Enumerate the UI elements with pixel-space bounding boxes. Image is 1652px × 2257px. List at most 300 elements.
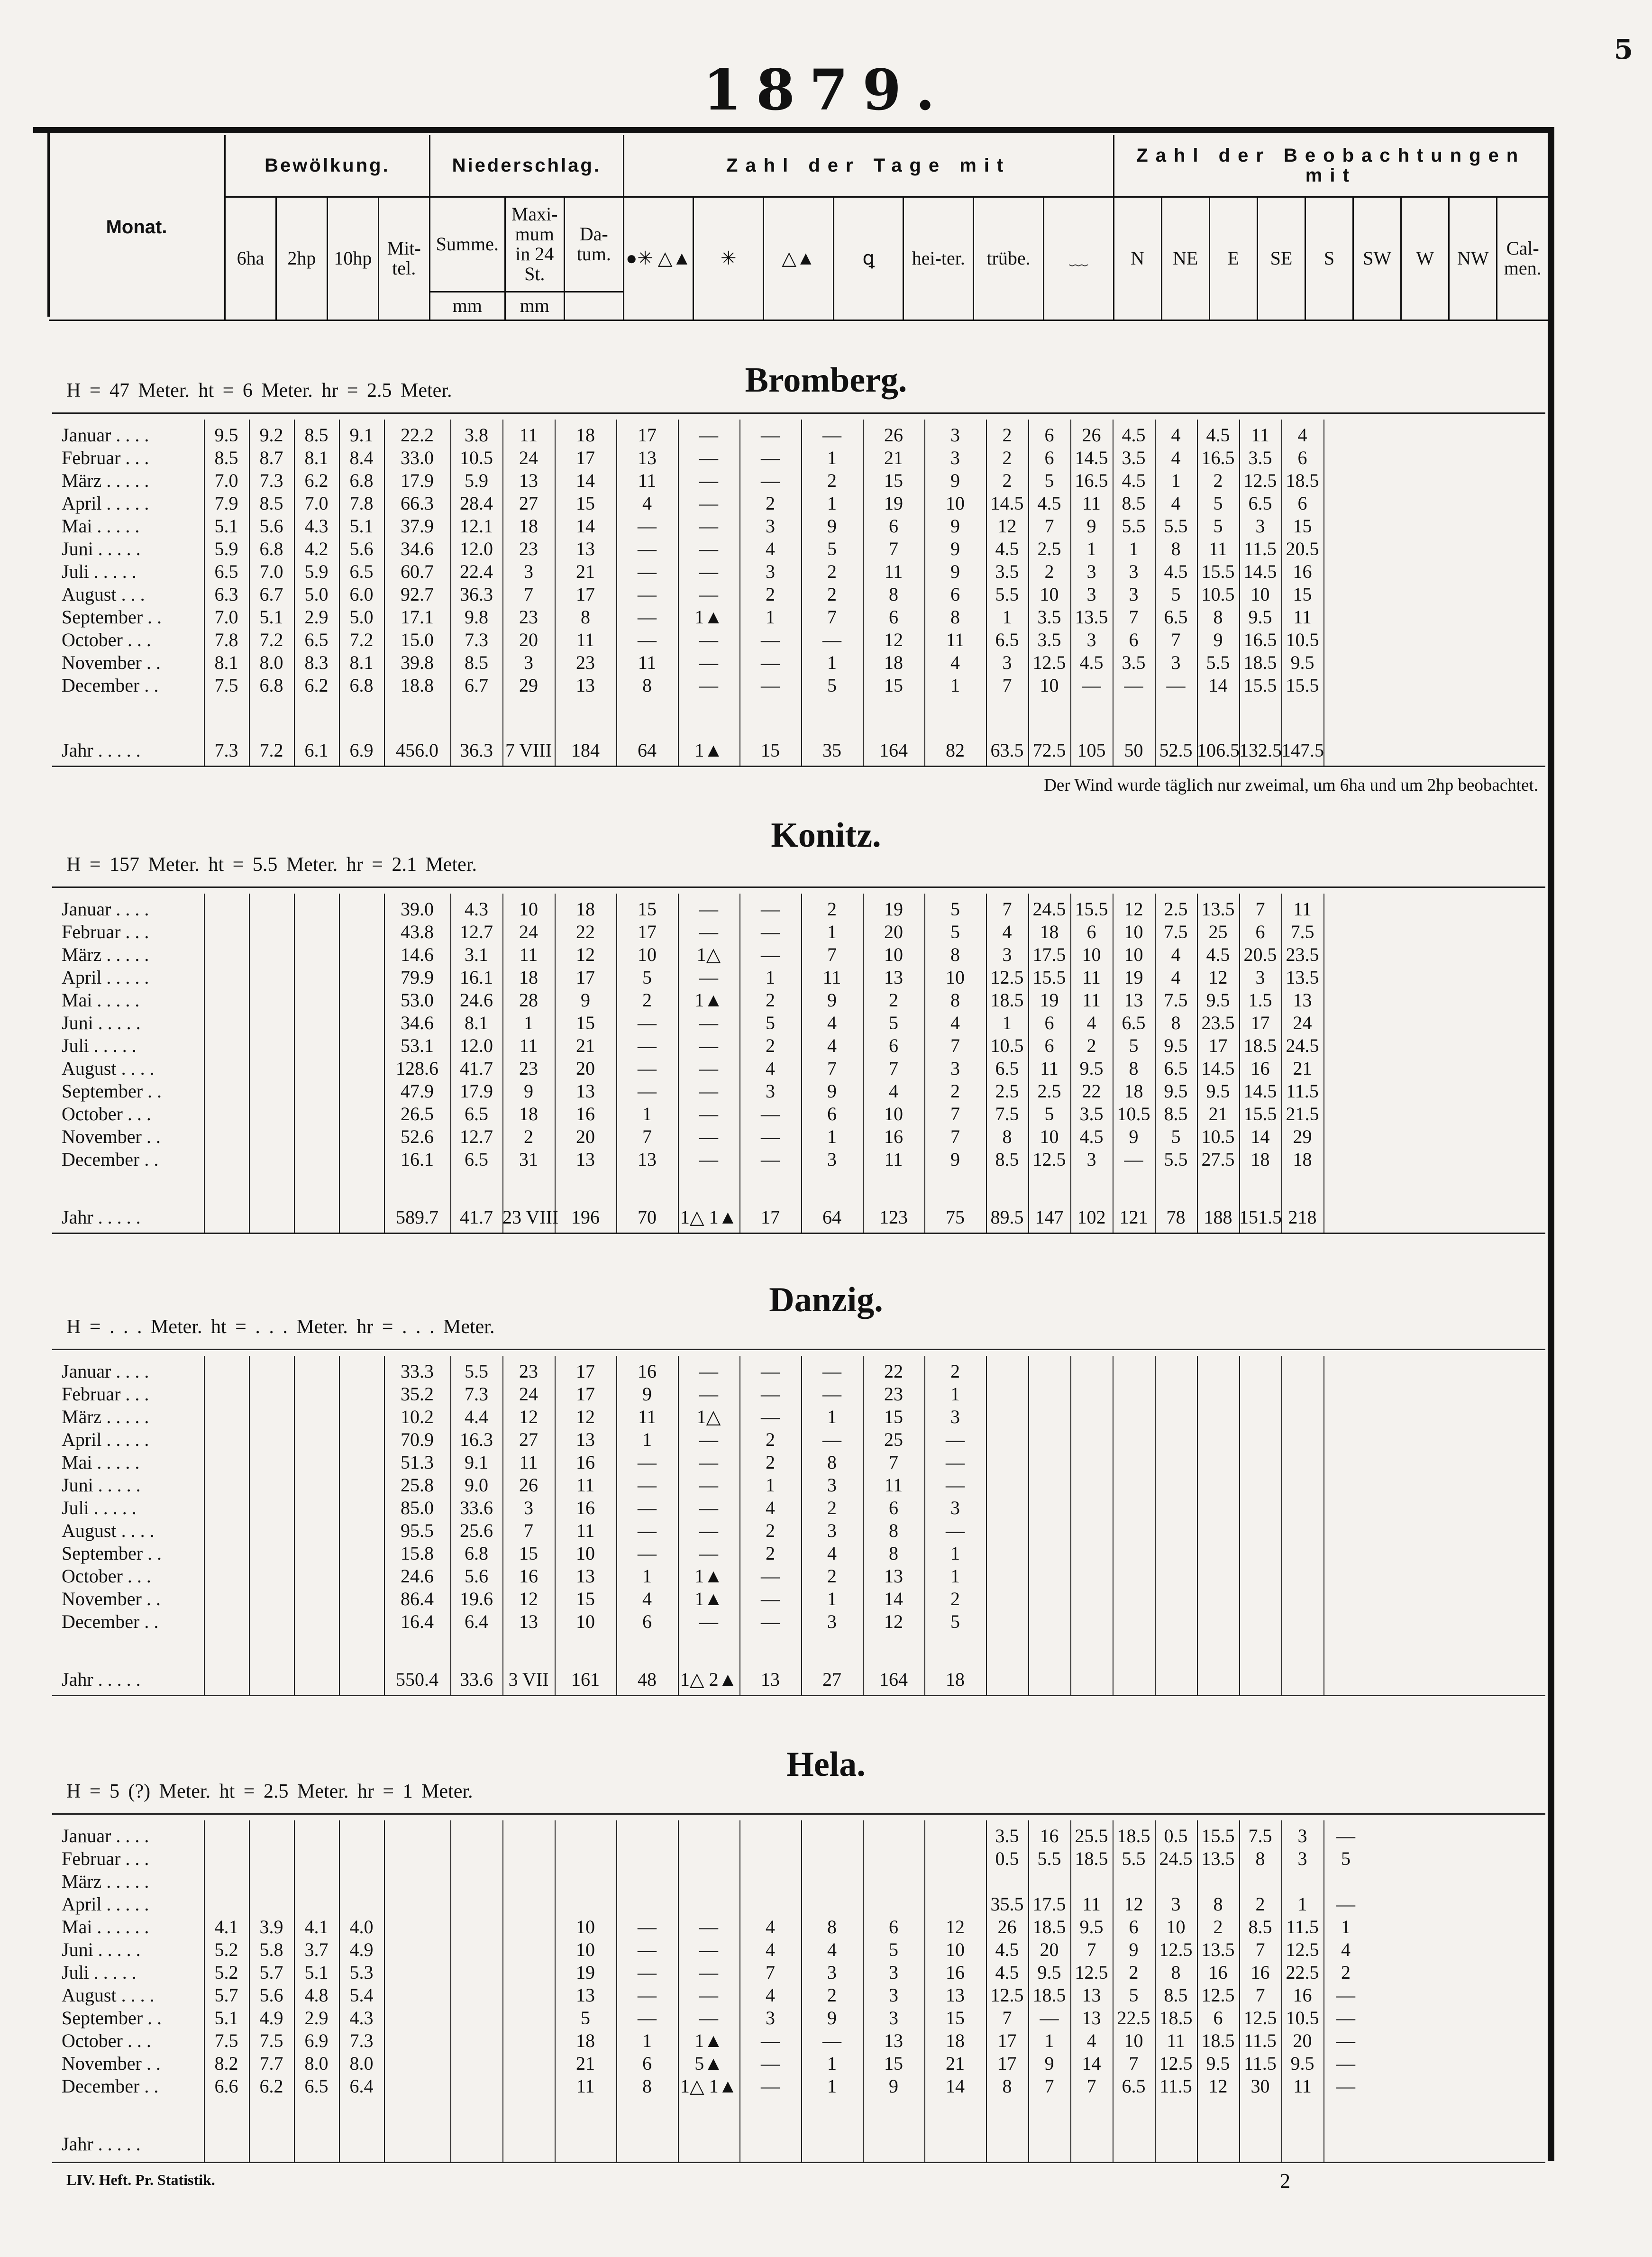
station-bottom-rule bbox=[52, 766, 1545, 767]
data-cell: — bbox=[699, 1916, 718, 1937]
station-title: Danzig. bbox=[769, 1280, 883, 1319]
data-cell: 22 bbox=[884, 1361, 903, 1382]
data-cell: 1 bbox=[950, 1383, 960, 1405]
data-cell: 4.1 bbox=[214, 1916, 238, 1937]
data-cell: — bbox=[699, 470, 718, 491]
data-cell: 24 bbox=[519, 447, 538, 468]
data-cell: 7.5 bbox=[1164, 921, 1188, 942]
data-cell: 22.5 bbox=[1117, 2007, 1150, 2029]
data-cell: 3 bbox=[1086, 629, 1096, 650]
data-cell: 5▲ bbox=[694, 2053, 723, 2074]
data-cell: 9.5 bbox=[214, 424, 238, 446]
data-cell: 3 bbox=[827, 1611, 837, 1632]
data-cell: 4.5 bbox=[1206, 944, 1230, 965]
data-cell: 13 bbox=[576, 1149, 595, 1170]
table-row bbox=[52, 1871, 1545, 1892]
month-label: Jahr . . . . . bbox=[62, 1206, 141, 1228]
data-cell: 8 bbox=[950, 944, 960, 965]
data-cell: 8.1 bbox=[214, 652, 238, 673]
data-cell: 5.4 bbox=[349, 1984, 374, 2006]
data-cell: — bbox=[699, 424, 718, 446]
data-cell: 6.5 bbox=[1248, 493, 1272, 514]
data-cell: 2 bbox=[1213, 1916, 1223, 1937]
data-cell: 89.5 bbox=[990, 1206, 1024, 1228]
data-cell: 9 bbox=[1086, 515, 1096, 537]
data-cell: 3 bbox=[950, 1406, 960, 1427]
data-cell: 1 bbox=[827, 921, 837, 942]
data-cell: 14.5 bbox=[1243, 1080, 1277, 1102]
table-row bbox=[52, 1406, 1545, 1428]
data-cell: 147 bbox=[1035, 1206, 1064, 1228]
data-cell: 5 bbox=[1129, 1035, 1139, 1056]
data-cell: 5.7 bbox=[259, 1962, 283, 1983]
data-cell: 13 bbox=[576, 675, 595, 696]
data-cell: — bbox=[638, 1080, 657, 1102]
column-header bbox=[49, 135, 1548, 321]
header-col-se: SE bbox=[1257, 197, 1305, 320]
data-cell: 7 bbox=[1044, 515, 1054, 537]
data-cell: 27 bbox=[519, 493, 538, 514]
data-cell: 23 bbox=[519, 538, 538, 559]
table-row bbox=[52, 1361, 1545, 1382]
data-cell: 7 bbox=[1255, 1939, 1265, 1960]
data-cell: — bbox=[761, 1361, 780, 1382]
data-cell: 29 bbox=[519, 675, 538, 696]
data-cell: 11.5 bbox=[1244, 538, 1277, 559]
data-cell: 7 bbox=[889, 538, 898, 559]
data-cell: 7 bbox=[1002, 675, 1012, 696]
data-cell: 14 bbox=[1250, 1126, 1270, 1147]
data-cell: 7 bbox=[827, 1058, 837, 1079]
data-cell: 1△ bbox=[696, 1406, 721, 1427]
data-cell: 12.5 bbox=[1159, 2053, 1193, 2074]
header-col-mittel: Mit-tel. bbox=[378, 197, 429, 320]
data-cell: 1 bbox=[642, 1429, 652, 1450]
data-cell: 12 bbox=[946, 1916, 965, 1937]
data-cell: 1 bbox=[1002, 606, 1012, 628]
data-cell: 15.5 bbox=[1201, 561, 1235, 582]
data-cell: — bbox=[761, 2075, 780, 2097]
data-cell: 8.5 bbox=[1122, 493, 1146, 514]
data-cell: 3 bbox=[1086, 561, 1096, 582]
data-cell: 1.5 bbox=[1248, 989, 1272, 1011]
data-cell: 9.5 bbox=[1290, 2053, 1314, 2074]
data-cell: 5 bbox=[889, 1939, 898, 1960]
data-cell: 3 bbox=[950, 1497, 960, 1518]
data-cell: 11 bbox=[576, 2075, 595, 2097]
data-cell: 16 bbox=[1293, 1984, 1312, 2006]
station-table bbox=[52, 1356, 1545, 1695]
data-cell: — bbox=[699, 515, 718, 537]
data-cell: 13 bbox=[1124, 989, 1143, 1011]
data-cell: — bbox=[1040, 2007, 1059, 2029]
data-cell: 4 bbox=[827, 1035, 837, 1056]
data-cell: 3 bbox=[1171, 652, 1181, 673]
table-row bbox=[52, 606, 1545, 628]
data-cell: 12 bbox=[884, 1611, 903, 1632]
data-cell: — bbox=[638, 538, 657, 559]
data-cell: 52.6 bbox=[401, 1126, 434, 1147]
data-cell: 132.5 bbox=[1239, 740, 1282, 761]
header-col-10hp: 10hp bbox=[327, 197, 378, 320]
data-cell: 12.5 bbox=[990, 1984, 1024, 2006]
data-cell: — bbox=[1336, 1893, 1355, 1915]
data-cell: 2 bbox=[1002, 470, 1012, 491]
month-label: Juli . . . . . bbox=[62, 561, 137, 582]
data-cell: 17 bbox=[1208, 1035, 1228, 1056]
data-cell: 8 bbox=[1129, 1058, 1139, 1079]
data-cell: 7 bbox=[889, 1452, 898, 1473]
data-cell: — bbox=[699, 561, 718, 582]
jahr-row bbox=[52, 1669, 1545, 1690]
data-cell: 10.5 bbox=[1201, 584, 1235, 605]
data-cell: 9.2 bbox=[259, 424, 283, 446]
data-cell: 22.4 bbox=[460, 561, 493, 582]
header-monat: Monat. bbox=[49, 135, 225, 320]
data-cell: 33.3 bbox=[401, 1361, 434, 1382]
data-cell: 4 bbox=[1171, 493, 1181, 514]
data-cell: 18.5 bbox=[1032, 1984, 1066, 2006]
data-cell: 10 bbox=[576, 1611, 595, 1632]
data-cell: 22 bbox=[1082, 1080, 1101, 1102]
data-cell: 7 bbox=[827, 606, 837, 628]
data-cell: 10.5 bbox=[990, 1035, 1024, 1056]
data-cell: 11 bbox=[1082, 1893, 1101, 1915]
data-cell: 3 bbox=[1086, 1149, 1096, 1170]
data-cell: 8.4 bbox=[349, 447, 374, 468]
table-row bbox=[52, 1497, 1545, 1519]
data-cell: 2 bbox=[950, 1588, 960, 1609]
data-cell: 20.5 bbox=[1243, 944, 1277, 965]
data-cell: 2.5 bbox=[995, 1080, 1019, 1102]
data-cell: 5.2 bbox=[214, 1962, 238, 1983]
data-cell: — bbox=[822, 1429, 841, 1450]
station-table bbox=[52, 894, 1545, 1233]
data-cell: 9 bbox=[581, 989, 590, 1011]
data-cell: — bbox=[638, 1984, 657, 2006]
data-cell: 6.6 bbox=[214, 2075, 238, 2097]
table-row bbox=[52, 2030, 1545, 2052]
data-cell: 1 bbox=[827, 1406, 837, 1427]
data-cell: 72.5 bbox=[1032, 740, 1066, 761]
header-col-hail-icon: △▲ bbox=[764, 197, 834, 320]
data-cell: 5 bbox=[950, 1611, 960, 1632]
data-cell: 7.3 bbox=[349, 2030, 374, 2051]
data-cell: 7 bbox=[1086, 2075, 1096, 2097]
data-cell: 7 bbox=[950, 1035, 960, 1056]
data-cell: 3 bbox=[766, 515, 775, 537]
data-cell: — bbox=[761, 470, 780, 491]
data-cell: 11.5 bbox=[1286, 1916, 1319, 1937]
data-cell: 8.5 bbox=[1164, 1103, 1188, 1124]
data-cell: 21 bbox=[1293, 1058, 1312, 1079]
station-bottom-rule bbox=[52, 1695, 1545, 1696]
month-label: August . . . . bbox=[62, 1520, 155, 1541]
data-cell: 6.5 bbox=[995, 629, 1019, 650]
data-cell: 7.3 bbox=[465, 629, 488, 650]
table-row bbox=[52, 1565, 1545, 1587]
data-cell: 5.3 bbox=[349, 1962, 374, 1983]
data-cell: 7.5 bbox=[1290, 921, 1314, 942]
data-cell: 16.5 bbox=[1075, 470, 1108, 491]
data-cell: 4 bbox=[827, 1939, 837, 1960]
data-cell: 17 bbox=[576, 1361, 595, 1382]
data-cell: 4 bbox=[766, 1058, 775, 1079]
data-cell: 21 bbox=[884, 447, 903, 468]
data-cell: 8.5 bbox=[1164, 1984, 1188, 2006]
data-cell: 5.0 bbox=[304, 584, 329, 605]
data-cell: — bbox=[699, 1149, 718, 1170]
data-cell: 5.9 bbox=[304, 561, 329, 582]
data-cell: 10 bbox=[946, 967, 965, 988]
data-cell: 6 bbox=[1044, 447, 1054, 468]
data-cell: 8.5 bbox=[259, 493, 283, 514]
station-table bbox=[52, 420, 1545, 766]
data-cell: 4.5 bbox=[1206, 424, 1230, 446]
table-row bbox=[52, 1962, 1545, 1983]
data-cell: 12.7 bbox=[460, 1126, 493, 1147]
right-rule bbox=[1548, 127, 1554, 2161]
data-cell: 3 bbox=[1086, 584, 1096, 605]
table-row bbox=[52, 1848, 1545, 1870]
data-cell: 52.5 bbox=[1159, 740, 1193, 761]
data-cell: 14.5 bbox=[1243, 561, 1277, 582]
data-cell: 2 bbox=[1002, 424, 1012, 446]
data-cell: 15.5 bbox=[1075, 898, 1108, 920]
data-cell: 6 bbox=[1297, 493, 1307, 514]
header-niederschlag: Niederschlag. bbox=[429, 135, 623, 197]
data-cell: 13 bbox=[884, 2030, 903, 2051]
table-row bbox=[52, 675, 1545, 696]
data-cell: 5.9 bbox=[214, 538, 238, 559]
data-cell: 39.0 bbox=[401, 898, 434, 920]
data-cell: 21 bbox=[1208, 1103, 1228, 1124]
month-label: Juli . . . . . bbox=[62, 1497, 137, 1518]
data-cell: 13.5 bbox=[1286, 967, 1319, 988]
data-cell: — bbox=[699, 967, 718, 988]
data-cell: 17 bbox=[1250, 1012, 1270, 1033]
data-cell: 18.5 bbox=[1286, 470, 1319, 491]
data-cell: 11 bbox=[1082, 967, 1101, 988]
top-rule bbox=[33, 127, 1550, 133]
data-cell: 4 bbox=[1086, 2030, 1096, 2051]
data-cell: — bbox=[699, 1035, 718, 1056]
month-label: October . . . bbox=[62, 629, 151, 650]
data-cell: 1 bbox=[827, 1588, 837, 1609]
table-row bbox=[52, 1058, 1545, 1079]
data-cell: 8.1 bbox=[349, 652, 374, 673]
data-cell: 15.5 bbox=[1286, 675, 1319, 696]
data-cell: 3 bbox=[524, 561, 533, 582]
data-cell: 48 bbox=[638, 1669, 657, 1690]
data-cell: 164 bbox=[879, 740, 908, 761]
data-cell: 123 bbox=[879, 1206, 908, 1228]
data-cell: 8 bbox=[642, 2075, 652, 2097]
data-cell: 18 bbox=[1040, 921, 1059, 942]
data-cell: 17 bbox=[576, 1383, 595, 1405]
data-cell: 15 bbox=[1293, 515, 1312, 537]
data-cell: 12 bbox=[576, 944, 595, 965]
data-cell: 6.5 bbox=[465, 1103, 488, 1124]
data-cell: 8 bbox=[889, 1543, 898, 1564]
data-cell: 12 bbox=[519, 1406, 538, 1427]
data-cell: 15 bbox=[576, 493, 595, 514]
data-cell: 17 bbox=[638, 424, 657, 446]
data-cell: 70 bbox=[638, 1206, 657, 1228]
data-cell: 11 bbox=[576, 1474, 595, 1496]
data-cell: 5.1 bbox=[349, 515, 374, 537]
data-cell: 24.6 bbox=[460, 989, 493, 1011]
month-label: Januar . . . . bbox=[62, 1361, 149, 1382]
data-cell: 3 bbox=[1002, 944, 1012, 965]
data-cell: 12.5 bbox=[1159, 1939, 1193, 1960]
data-cell: — bbox=[638, 629, 657, 650]
data-cell: 196 bbox=[571, 1206, 600, 1228]
data-cell: 5.1 bbox=[304, 1962, 329, 1983]
table-row bbox=[52, 1893, 1545, 1915]
data-cell: 60.7 bbox=[401, 561, 434, 582]
month-label: Januar . . . . bbox=[62, 424, 149, 446]
data-cell: 4 bbox=[889, 1080, 898, 1102]
data-cell: 13 bbox=[576, 1984, 595, 2006]
data-cell: 18.8 bbox=[401, 675, 434, 696]
header-col-2hp: 2hp bbox=[276, 197, 327, 320]
data-cell: — bbox=[1336, 2007, 1355, 2029]
data-cell: 18 bbox=[1124, 1080, 1143, 1102]
data-cell: 6.5 bbox=[465, 1149, 488, 1170]
data-cell: 15.5 bbox=[1201, 1825, 1235, 1846]
data-cell: 4.5 bbox=[1037, 493, 1061, 514]
data-cell: 7 bbox=[950, 1103, 960, 1124]
data-cell: 13 bbox=[576, 538, 595, 559]
data-cell: 35 bbox=[822, 740, 841, 761]
data-cell: 8 bbox=[1213, 1893, 1223, 1915]
month-label: August . . . . bbox=[62, 1058, 155, 1079]
data-cell: 7.2 bbox=[349, 629, 374, 650]
data-cell: 2 bbox=[827, 1984, 837, 2006]
data-cell: — bbox=[699, 1012, 718, 1033]
month-label: Februar . . . bbox=[62, 1848, 149, 1869]
month-label: November . . bbox=[62, 1126, 161, 1147]
data-cell: 10 bbox=[1250, 584, 1270, 605]
data-cell: 22.2 bbox=[401, 424, 434, 446]
data-cell: 218 bbox=[1288, 1206, 1317, 1228]
data-cell: 8 bbox=[581, 606, 590, 628]
data-cell: 2 bbox=[524, 1126, 533, 1147]
data-cell: 26 bbox=[1082, 424, 1101, 446]
data-cell: — bbox=[822, 2030, 841, 2051]
month-label: August . . . . bbox=[62, 1984, 155, 2006]
month-label: December . . bbox=[62, 1611, 159, 1632]
data-cell: 3.5 bbox=[1122, 652, 1146, 673]
data-cell: 9 bbox=[950, 515, 960, 537]
data-cell: 27 bbox=[519, 1429, 538, 1450]
data-cell: — bbox=[761, 1406, 780, 1427]
data-cell: 13 bbox=[519, 470, 538, 491]
data-cell: 12.5 bbox=[1032, 1149, 1066, 1170]
header-col-sw: SW bbox=[1353, 197, 1401, 320]
data-cell: 10 bbox=[576, 1916, 595, 1937]
data-cell: 7.0 bbox=[259, 561, 283, 582]
data-cell: 3.1 bbox=[465, 944, 488, 965]
data-cell: 7.3 bbox=[465, 1383, 488, 1405]
data-cell: 12.5 bbox=[1286, 1939, 1319, 1960]
data-cell: 16 bbox=[884, 1126, 903, 1147]
data-cell: 11 bbox=[884, 1474, 903, 1496]
header-col-s: S bbox=[1305, 197, 1353, 320]
data-cell: 16.1 bbox=[401, 1149, 434, 1170]
data-cell: 34.6 bbox=[401, 538, 434, 559]
data-cell: 10 bbox=[1166, 1916, 1186, 1937]
data-cell: — bbox=[1336, 2030, 1355, 2051]
data-cell: 1▲ bbox=[694, 1588, 723, 1609]
data-cell: — bbox=[699, 921, 718, 942]
data-cell: — bbox=[761, 2030, 780, 2051]
table-row bbox=[52, 967, 1545, 988]
month-label: April . . . . . bbox=[62, 1429, 149, 1450]
data-cell: 92.7 bbox=[401, 584, 434, 605]
data-cell: 11 bbox=[1167, 2030, 1185, 2051]
station-height-info: H = . . . Meter. ht = . . . Meter. hr = . . . Meter. bbox=[66, 1316, 495, 1338]
data-cell: 18 bbox=[519, 515, 538, 537]
data-cell: 4 bbox=[1171, 424, 1181, 446]
month-label: März . . . . . bbox=[62, 944, 149, 965]
data-cell: 8.7 bbox=[259, 447, 283, 468]
data-cell: 3 bbox=[950, 447, 960, 468]
month-label: November . . bbox=[62, 2053, 161, 2074]
data-cell: 2 bbox=[827, 584, 837, 605]
data-cell: 6.9 bbox=[349, 740, 374, 761]
data-cell: 5 bbox=[827, 538, 837, 559]
table-row bbox=[52, 1452, 1545, 1473]
data-cell: 10 bbox=[946, 1939, 965, 1960]
data-cell: 9 bbox=[950, 1149, 960, 1170]
station-title: Bromberg. bbox=[745, 361, 907, 400]
data-cell: 79.9 bbox=[401, 967, 434, 988]
data-cell: 9 bbox=[950, 470, 960, 491]
data-cell: 3 bbox=[827, 1520, 837, 1541]
data-cell: 14 bbox=[576, 470, 595, 491]
header-col-fog-icon: ﹏ bbox=[1043, 197, 1114, 320]
data-cell: 164 bbox=[879, 1669, 908, 1690]
data-cell: 8 bbox=[827, 1452, 837, 1473]
table-row bbox=[52, 1520, 1545, 1542]
data-cell: — bbox=[699, 1497, 718, 1518]
data-cell: 1 bbox=[950, 675, 960, 696]
data-cell: 10.5 bbox=[1117, 1103, 1150, 1124]
data-cell: 4 bbox=[766, 1984, 775, 2006]
data-cell: 20 bbox=[576, 1058, 595, 1079]
jahr-row bbox=[52, 1206, 1545, 1228]
data-cell: 11 bbox=[519, 1452, 538, 1473]
data-cell: 5.1 bbox=[214, 515, 238, 537]
jahr-row bbox=[52, 740, 1545, 761]
header-bewoelkung: Bewölkung. bbox=[225, 135, 430, 197]
month-label: September . . bbox=[62, 1080, 162, 1102]
month-label: Januar . . . . bbox=[62, 898, 149, 920]
table-row bbox=[52, 1012, 1545, 1034]
data-cell: 5.1 bbox=[214, 2007, 238, 2029]
data-cell: 18 bbox=[576, 898, 595, 920]
data-cell: 5 bbox=[1213, 493, 1223, 514]
data-cell: 7 bbox=[524, 584, 533, 605]
data-cell: 21 bbox=[576, 1035, 595, 1056]
data-cell: — bbox=[761, 898, 780, 920]
data-cell: 24 bbox=[1293, 1012, 1312, 1033]
table-row bbox=[52, 629, 1545, 651]
data-cell: 2 bbox=[766, 989, 775, 1011]
data-cell: 17.9 bbox=[460, 1080, 493, 1102]
